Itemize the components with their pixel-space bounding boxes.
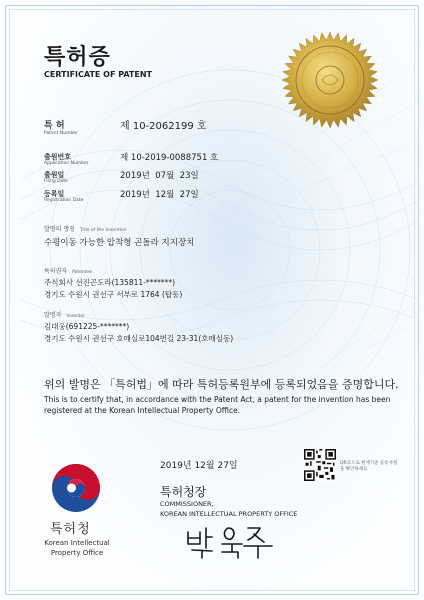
commissioner-title-ko: 특허청장 bbox=[160, 485, 207, 499]
inventor-label: 발명자 bbox=[44, 312, 62, 319]
application-number-label-en: Application Number bbox=[44, 161, 89, 166]
registration-date-label: 등록일 bbox=[44, 190, 65, 198]
gold-seal-icon bbox=[280, 30, 380, 130]
invention-title-label-row bbox=[44, 224, 127, 233]
certification-statement-ko: 위의 발명은 「특허법」에 따라 특허등록원부에 등록되었음을 증명합니다. bbox=[44, 378, 399, 391]
registration-date-label-en: Registration Date bbox=[44, 198, 84, 203]
patent-number-label-en: Patent Number bbox=[44, 131, 78, 136]
patentee-name: 주식회사 선진곤도라(135811-*******) bbox=[44, 278, 176, 287]
patentee-label-en: Patentee bbox=[72, 270, 93, 275]
taegeuk-logo-icon bbox=[50, 462, 102, 514]
patent-number-label: 특 허 bbox=[44, 121, 65, 131]
certificate-title: 특허증 bbox=[44, 45, 111, 70]
certificate-subtitle: CERTIFICATE OF PATENT bbox=[44, 70, 152, 79]
invention-title-value: 수평이동 가능한 압착형 곤돌라 지지장치 bbox=[44, 238, 195, 248]
commissioner-title-en-2: KOREAN INTELLECTUAL PROPERTY OFFICE bbox=[160, 510, 298, 518]
inventor-address: 경기도 수원시 권선구 호매실로104번길 23-31(호매실동) bbox=[44, 334, 234, 343]
patentee-label: 특허권자 bbox=[44, 268, 68, 275]
filing-date-value: 2019년 07월 23일 bbox=[120, 171, 199, 181]
application-number-value: 제 10-2019-0088751 호 bbox=[120, 153, 219, 163]
patent-number-value: 제 10-2062199 호 bbox=[120, 121, 207, 132]
patentee-label-row bbox=[44, 266, 92, 275]
invention-title-label: 발명의 명칭 bbox=[44, 226, 75, 233]
commissioner-signature bbox=[182, 518, 282, 560]
registration-date-value: 2019년 12월 27일 bbox=[120, 190, 199, 200]
qr-note: QR코드로 현재기준 등록사항을 확인하세요 bbox=[340, 461, 398, 472]
commissioner-title-en-1: COMMISSIONER, bbox=[160, 500, 214, 508]
office-name-ko: 특허청 bbox=[50, 522, 91, 537]
invention-title-label-en: Title of the Invention bbox=[79, 228, 127, 233]
qr-code-icon[interactable] bbox=[304, 449, 336, 481]
inventor-label-row bbox=[44, 310, 85, 319]
patentee-address: 경기도 수원시 권선구 서부로 1764 (탑동) bbox=[44, 290, 183, 299]
application-number-label: 출원번호 bbox=[44, 153, 72, 161]
issue-date: 2019년 12월 27일 bbox=[160, 461, 238, 471]
inventor-name: 김대웅(691225-*******) bbox=[44, 322, 130, 331]
filing-date-label-en: Filing Date bbox=[44, 179, 68, 184]
inventor-label-en: Inventor bbox=[66, 314, 86, 319]
office-name-en: Korean Intellectual Property Office bbox=[44, 539, 110, 557]
filing-date-label: 출원일 bbox=[44, 171, 65, 179]
certification-statement-en: This is to certify that, in accordance with the Patent Act, a patent for the invention has been registered at the Korean Intellectual Property Office. bbox=[44, 395, 391, 415]
